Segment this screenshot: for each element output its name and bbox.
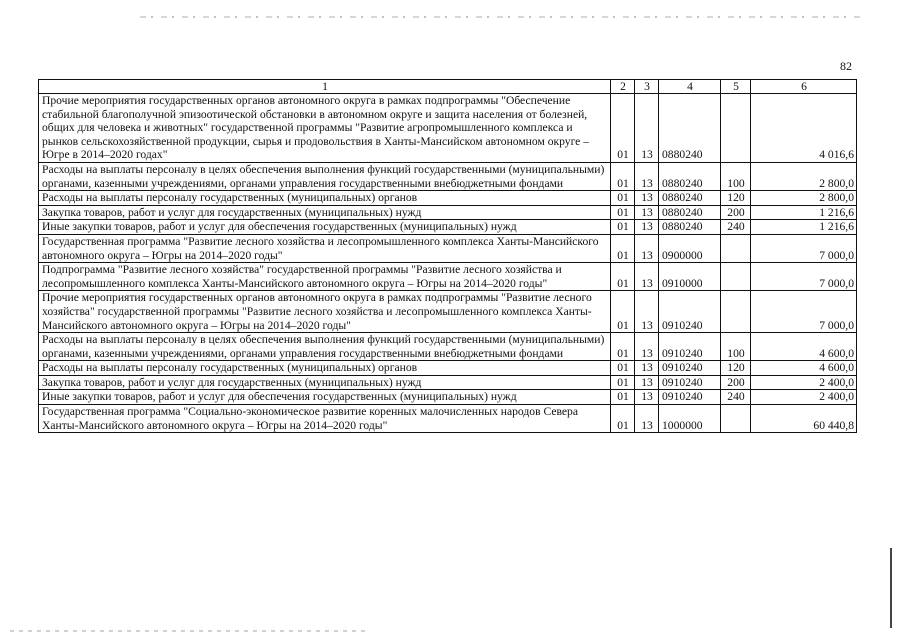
- target-article-cell: 0880240: [659, 220, 721, 235]
- subsection-cell: 13: [635, 220, 659, 235]
- target-article-cell: 0910240: [659, 333, 721, 361]
- expense-type-cell: 240: [721, 220, 751, 235]
- expense-type-cell: 120: [721, 361, 751, 376]
- expense-name-cell: Расходы на выплаты персоналу в целях обеспечения выполнения функций государственными (муниципальными) органами, казенными учреждениями, органами управления государственными внебюджетными фондами: [39, 333, 611, 361]
- subsection-cell: 13: [635, 94, 659, 163]
- column-header: 5: [721, 80, 751, 94]
- section-cell: 01: [611, 361, 635, 376]
- target-article-cell: 0910240: [659, 375, 721, 390]
- amount-cell: 2 800,0: [751, 191, 857, 206]
- amount-cell: 2 800,0: [751, 162, 857, 190]
- amount-cell: 7 000,0: [751, 263, 857, 291]
- section-cell: 01: [611, 94, 635, 163]
- amount-cell: 1 216,6: [751, 205, 857, 220]
- amount-cell: 4 600,0: [751, 333, 857, 361]
- target-article-cell: 0900000: [659, 234, 721, 262]
- table-row: [39, 375, 857, 390]
- expense-type-cell: 100: [721, 333, 751, 361]
- section-cell: 01: [611, 375, 635, 390]
- target-article-cell: 1000000: [659, 405, 721, 433]
- table-row: [39, 405, 857, 433]
- expense-name-cell: Расходы на выплаты персоналу государственных (муниципальных) органов: [39, 191, 611, 206]
- expense-name-cell: Расходы на выплаты персоналу в целях обеспечения выполнения функций государственными (муниципальными) органами, казенными учреждениями, органами управления государственными внебюджетными фондами: [39, 162, 611, 190]
- table-row: [39, 220, 857, 235]
- table-row: [39, 361, 857, 376]
- section-cell: 01: [611, 162, 635, 190]
- section-cell: 01: [611, 291, 635, 333]
- table-row: [39, 191, 857, 206]
- scan-artifact-bottom: [10, 630, 370, 632]
- table-row: [39, 333, 857, 361]
- amount-cell: 60 440,8: [751, 405, 857, 433]
- expense-type-cell: 100: [721, 162, 751, 190]
- table-row: [39, 291, 857, 333]
- expense-type-cell: 200: [721, 375, 751, 390]
- expense-name-cell: Закупка товаров, работ и услуг для государственных (муниципальных) нужд: [39, 375, 611, 390]
- expense-type-cell: [721, 234, 751, 262]
- section-cell: 01: [611, 205, 635, 220]
- section-cell: 01: [611, 220, 635, 235]
- budget-table: [38, 79, 857, 433]
- target-article-cell: 0880240: [659, 191, 721, 206]
- table-row: [39, 205, 857, 220]
- subsection-cell: 13: [635, 205, 659, 220]
- expense-name-cell: Государственная программа "Развитие лесного хозяйства и лесопромышленного комплекса Ханты-Мансийского автономного округа – Югры на 2014–2020 годы": [39, 234, 611, 262]
- subsection-cell: 13: [635, 263, 659, 291]
- amount-cell: 1 216,6: [751, 220, 857, 235]
- expense-type-cell: [721, 405, 751, 433]
- page-number: 82: [840, 59, 852, 73]
- subsection-cell: 13: [635, 162, 659, 190]
- target-article-cell: 0880240: [659, 162, 721, 190]
- target-article-cell: 0910240: [659, 291, 721, 333]
- amount-cell: 4 016,6: [751, 94, 857, 163]
- amount-cell: 2 400,0: [751, 375, 857, 390]
- page-edge-line: [890, 548, 892, 628]
- subsection-cell: 13: [635, 390, 659, 405]
- amount-cell: 4 600,0: [751, 361, 857, 376]
- amount-cell: 7 000,0: [751, 234, 857, 262]
- expense-type-cell: 200: [721, 205, 751, 220]
- column-header: 1: [39, 80, 611, 94]
- target-article-cell: 0880240: [659, 94, 721, 163]
- subsection-cell: 13: [635, 405, 659, 433]
- scan-artifact-top: [140, 16, 860, 18]
- table-row: [39, 234, 857, 262]
- expense-type-cell: [721, 291, 751, 333]
- expense-name-cell: Прочие мероприятия государственных органов автономного округа в рамках подпрограммы "Развитие лесного хозяйства" государственной программы "Развитие лесного хозяйства и лесопромышленного комплекса Ханты-Мансийского автономного округа – Югры на 2014–2020 годы": [39, 291, 611, 333]
- expense-name-cell: Иные закупки товаров, работ и услуг для обеспечения государственных (муниципальных) нужд: [39, 220, 611, 235]
- subsection-cell: 13: [635, 234, 659, 262]
- expense-type-cell: [721, 94, 751, 163]
- column-header: 2: [611, 80, 635, 94]
- column-header: 3: [635, 80, 659, 94]
- section-cell: 01: [611, 263, 635, 291]
- amount-cell: 7 000,0: [751, 291, 857, 333]
- subsection-cell: 13: [635, 375, 659, 390]
- table-row: [39, 390, 857, 405]
- table-row: [39, 162, 857, 190]
- expense-type-cell: [721, 263, 751, 291]
- target-article-cell: 0910240: [659, 361, 721, 376]
- amount-cell: 2 400,0: [751, 390, 857, 405]
- subsection-cell: 13: [635, 361, 659, 376]
- section-cell: 01: [611, 191, 635, 206]
- target-article-cell: 0880240: [659, 205, 721, 220]
- target-article-cell: 0910240: [659, 390, 721, 405]
- expense-name-cell: Закупка товаров, работ и услуг для государственных (муниципальных) нужд: [39, 205, 611, 220]
- expense-name-cell: Прочие мероприятия государственных органов автономного округа в рамках подпрограммы "Обеспечение стабильной благополучной эпизоотической обстановки в автономном округе и защита населения от болезней, общих для человека и животных" государственной программы "Развитие агропромышленного комплекса и рынков сельскохозяйственной продукции, сырья и продовольствия в Ханты-Мансийском автономном округе – Югре в 2014–2020 годах": [39, 94, 611, 163]
- expense-type-cell: 120: [721, 191, 751, 206]
- table-header-row: [39, 80, 857, 94]
- table-row: [39, 263, 857, 291]
- column-header: 6: [751, 80, 857, 94]
- target-article-cell: 0910000: [659, 263, 721, 291]
- section-cell: 01: [611, 390, 635, 405]
- expense-name-cell: Расходы на выплаты персоналу государственных (муниципальных) органов: [39, 361, 611, 376]
- subsection-cell: 13: [635, 333, 659, 361]
- expense-type-cell: 240: [721, 390, 751, 405]
- section-cell: 01: [611, 234, 635, 262]
- expense-name-cell: Иные закупки товаров, работ и услуг для обеспечения государственных (муниципальных) нужд: [39, 390, 611, 405]
- section-cell: 01: [611, 333, 635, 361]
- subsection-cell: 13: [635, 291, 659, 333]
- expense-name-cell: Подпрограмма "Развитие лесного хозяйства" государственной программы "Развитие лесного хозяйства и лесопромышленного комплекса Ханты-Мансийского автономного округа – Югры на 2014–2020 годы": [39, 263, 611, 291]
- table-row: [39, 94, 857, 163]
- expense-name-cell: Государственная программа "Социально-экономическое развитие коренных малочисленных народов Севера Ханты-Мансийского автономного округа – Югры на 2014–2020 годы": [39, 405, 611, 433]
- section-cell: 01: [611, 405, 635, 433]
- column-header: 4: [659, 80, 721, 94]
- subsection-cell: 13: [635, 191, 659, 206]
